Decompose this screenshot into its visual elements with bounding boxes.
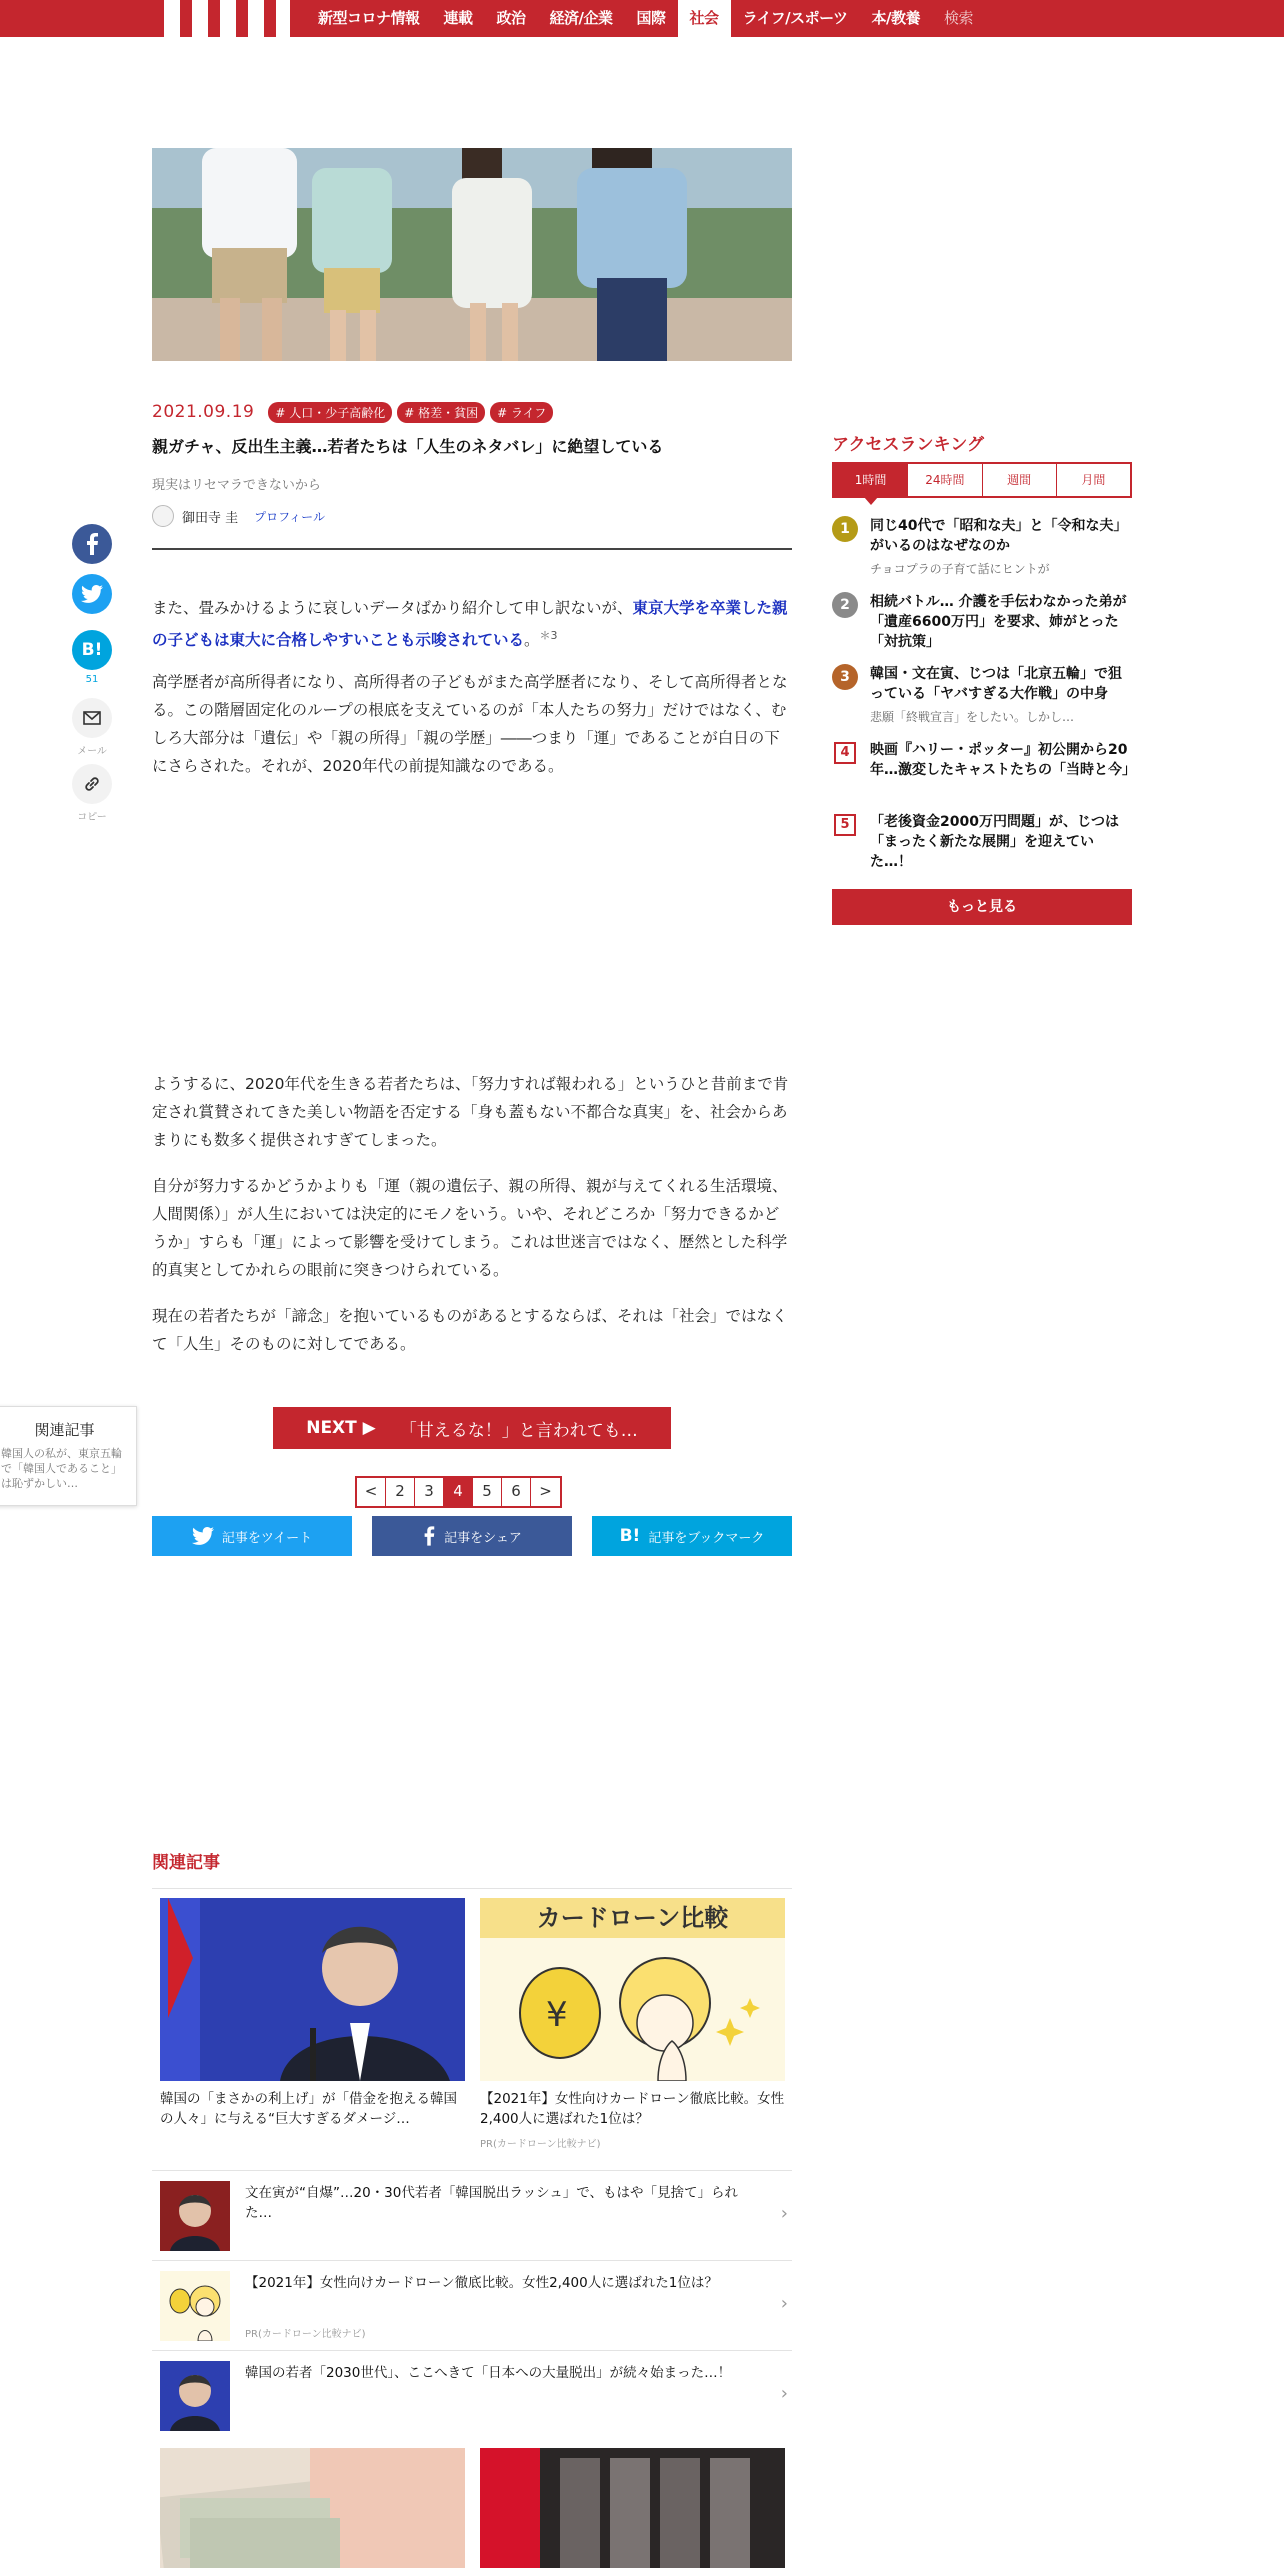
rank-badge: 5 (834, 814, 856, 836)
nav-item-international[interactable]: 国際 (636, 9, 666, 27)
copy-label: コピー (77, 812, 107, 823)
facebook-share-article-button[interactable] (372, 1516, 572, 1556)
article-hero-image (152, 148, 792, 361)
pager-page-5[interactable]: 5 (473, 1478, 502, 1506)
article-title: 親ガチャ、反出生主義…若者たちは「人生のネタバレ」に絶望している (152, 437, 664, 456)
article-paragraph: 現在の若者たちが「諦念」を抱いているものがあるとするならば、それは「社会」ではなくて「人生」そのものに対してである。 (152, 1307, 788, 1353)
author-profile-link[interactable]: プロフィール (254, 509, 325, 524)
ranking-item[interactable] (832, 592, 1132, 652)
tag-life[interactable]: # ライフ (490, 402, 553, 423)
article-meta (152, 402, 558, 422)
related-list-title: 韓国の若者「2030世代」、ここへきて「日本への大量脱出」が続々始まった…！ (245, 2365, 732, 2381)
next-label: NEXT ▶ (306, 1418, 376, 1438)
pager-page-6[interactable]: 6 (502, 1478, 531, 1506)
mail-icon (83, 711, 101, 725)
author-avatar[interactable] (152, 505, 174, 527)
article-subtitle: 現実はリセマラできないから (152, 478, 321, 493)
next-title: 「甘えるな！」と言われても… (399, 1420, 638, 1441)
related-list-title: 文在寅が“自爆”…20・30代若者「韓国脱出ラッシュ」で、もはや「見捨て」られた… (245, 2185, 739, 2221)
chevron-right-icon: › (780, 2383, 788, 2404)
nav-item-economy[interactable]: 経済/企業 (549, 9, 613, 27)
article-paragraph: 自分が努力するかどうかよりも「運（親の遺伝子、親の所得、親が与えてくれる生活環境、人間関係）」が人生においては決定的にモノをいう。いや、それどころか「努力できるかどうか」すらも「運」によって影響を受けてしまう。これは世迷言ではなく、歴然とした科学的真実としてかれらの眼前に突きつけられている。 (152, 1177, 788, 1279)
author-line (152, 505, 325, 527)
related-list-thumb (160, 2181, 230, 2251)
chevron-right-icon: › (780, 2203, 788, 2224)
next-page-button[interactable] (273, 1407, 671, 1449)
copy-link-button[interactable] (72, 764, 112, 804)
ranking-tabs (832, 462, 1132, 498)
related-heading: 関連記事 (152, 1853, 220, 1873)
related-card-image (480, 2448, 785, 2568)
related-card[interactable] (480, 2448, 785, 2568)
nav-item-society[interactable]: 社会 (678, 0, 731, 37)
facebook-share-label: 記事をシェア (444, 1530, 522, 1546)
ranking-tab-1h[interactable]: 1時間 (834, 464, 908, 496)
article-date: 2021.09.19 (152, 402, 255, 422)
share-column (72, 524, 112, 564)
nav-item-books[interactable]: 本/教養 (871, 9, 921, 27)
tweet-article-button[interactable] (152, 1516, 352, 1556)
nav-item-corona[interactable]: 新型コロナ情報 (318, 9, 420, 27)
ranking-item-title: 相続バトル… 介護を手伝わなかった弟が「遺産6600万円」を要求、姉がとった「対抗策」 (870, 594, 1127, 650)
related-list-thumb (160, 2271, 230, 2341)
related-list-thumb (160, 2361, 230, 2431)
related-card-title: 韓国の「まさかの利上げ」が「借金を抱える韓国の人々」に与える“巨大すぎるダメージ… (160, 2091, 457, 2127)
ranking-item-title: 韓国・文在寅、じつは「北京五輪」で狙っている「ヤバすぎる大作戦」の中身 (870, 666, 1122, 702)
ranking-item[interactable] (832, 812, 1132, 872)
related-list-item[interactable] (152, 2350, 792, 2440)
paragraph-text: 。 (524, 631, 540, 650)
ranking-item-title: 映画『ハリー・ポッター』初公開から20年…激変したキャストたちの「当時と今」 (870, 742, 1136, 778)
related-card[interactable] (160, 1898, 465, 2129)
footnote-marker[interactable]: ＊3 (539, 629, 558, 642)
related-card-title: 【2021年】女性向けカードローン徹底比較。女性2,400人に選ばれた1位は？ (480, 2091, 785, 2127)
mail-share-button[interactable] (72, 698, 112, 738)
nav-item-politics[interactable]: 政治 (496, 9, 526, 27)
twitter-icon (192, 1527, 214, 1545)
site-logo[interactable] (152, 0, 290, 37)
sponsored-label: PR(カードローン比較ナビ) (480, 2139, 601, 2150)
ranking-item-sub: 悲願「終戦宣言」をしたい。しかし… (870, 710, 1075, 724)
related-card-image (160, 1898, 465, 2081)
related-list-item[interactable] (152, 2170, 792, 2260)
hatena-icon: B! (81, 640, 103, 660)
rank-badge: 4 (834, 742, 856, 764)
pager-page-4[interactable]: 4 (444, 1478, 473, 1506)
rank-badge: 3 (832, 664, 858, 690)
author-name[interactable]: 御田寺 圭 (182, 510, 239, 526)
facebook-icon (84, 533, 100, 555)
related-card-image (160, 2448, 465, 2568)
ranking-item-title: 「老後資金2000万円問題」が、じつは「まったく新たな展開」を迎えていた…！ (870, 814, 1119, 870)
related-card-ad[interactable] (480, 1898, 785, 2150)
related-list-item-ad[interactable] (152, 2260, 792, 2350)
related-card[interactable] (160, 2448, 465, 2568)
tag-population[interactable]: # 人口・少子高齢化 (268, 402, 392, 423)
sponsored-label: PR(カードローン比較ナビ) (245, 2329, 366, 2340)
hatena-count: 51 (85, 674, 99, 685)
hatena-bookmark-article-button[interactable] (592, 1516, 792, 1556)
pagination (355, 1476, 562, 1508)
ranking-heading: アクセスランキング (832, 435, 984, 455)
rank-badge: 2 (832, 592, 858, 618)
ranking-item[interactable] (832, 664, 1132, 725)
facebook-icon (422, 1526, 436, 1546)
hatena-icon: B! (619, 1526, 641, 1546)
related-card-image (480, 1898, 785, 2081)
ad-banner-text: カードローン比較 (480, 1898, 785, 1938)
ranking-tab-24h[interactable]: 24時間 (908, 464, 982, 496)
ranking-item-sub: チョコプラの子育て話にヒントが (870, 562, 1050, 576)
facebook-share-button[interactable] (72, 524, 112, 564)
pager-page-3[interactable]: 3 (415, 1478, 444, 1506)
twitter-share-button[interactable] (72, 574, 112, 614)
related-divider (152, 1888, 792, 1889)
article-paragraph: 高学歴者が高所得者になり、高所得者の子どもがまた高学歴者になり、そして高所得者となる。この階層固定化のループの根底を支えているのが「本人たちの努力」だけではなく、むしろ大部分は「遺伝」や「親の所得」「親の学歴」――つまり「運」であることが白日の下にさらされた。それが、2020年代の前提知識なのである。 (152, 673, 788, 775)
top-navigation (0, 0, 1284, 37)
floating-related-heading: 関連記事 (34, 1421, 95, 1439)
nav-search-link[interactable]: 検索 (944, 9, 974, 27)
hatena-bookmark-label: 記事をブックマーク (648, 1530, 765, 1546)
chevron-right-icon: › (780, 2293, 788, 2314)
tag-inequality[interactable]: # 格差・貧困 (397, 402, 485, 423)
article-divider (152, 548, 792, 550)
twitter-icon (81, 585, 103, 603)
paragraph-text: また、畳みかけるように哀しいデータばかり紹介して申し訳ないが、 (152, 599, 633, 617)
related-list-title: 【2021年】女性向けカードローン徹底比較。女性2,400人に選ばれた1位は？ (245, 2275, 718, 2291)
article-paragraph: ようするに、2020年代を生きる若者たちは、「努力すれば報われる」というひと昔前まで肯定され賞賛されてきた美しい物語を否定する「身も蓋もない不都合な真実」を、社会からあまりにも数多く提供されすぎてしまった。 (152, 1075, 789, 1149)
pager-prev[interactable]: < (357, 1478, 386, 1506)
svg-text:¥: ¥ (546, 1995, 568, 2035)
article-paragraph (152, 594, 792, 654)
hatena-bookmark-button[interactable] (72, 630, 112, 670)
link-icon (83, 775, 101, 793)
ranking-tab-week[interactable]: 週間 (983, 464, 1057, 496)
tweet-label: 記事をツイート (221, 1530, 313, 1546)
ranking-item-title: 同じ40代で「昭和な夫」と「令和な夫」がいるのはなぜなのか (870, 518, 1128, 554)
floating-related-box[interactable] (0, 1406, 137, 1506)
nav-item-life-sports[interactable]: ライフ/スポーツ (742, 9, 848, 27)
ranking-more-button[interactable]: もっと見る (832, 889, 1132, 925)
pager-page-2[interactable]: 2 (386, 1478, 415, 1506)
mail-label: メール (77, 746, 107, 757)
article-inline-link[interactable]: 東京大学を卒業した親の子どもは東大に合格しやすいことも示唆されている (152, 599, 788, 650)
pager-next[interactable]: > (531, 1478, 560, 1506)
rank-badge: 1 (832, 516, 858, 542)
floating-related-text: 韓国人の私が、東京五輪で「韓国人であること」は恥ずかしい… (1, 1447, 122, 1490)
ranking-tab-month[interactable]: 月間 (1081, 473, 1106, 487)
nav-item-series[interactable]: 連載 (443, 9, 473, 27)
ranking-item[interactable] (832, 740, 1136, 780)
ranking-item[interactable] (832, 516, 1132, 577)
